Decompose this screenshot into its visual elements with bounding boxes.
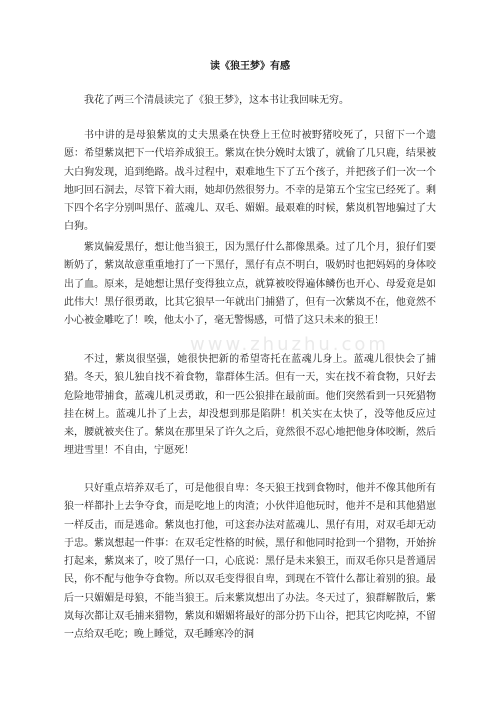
watermark-text: www.zhuzhu.com: [190, 334, 389, 355]
document-title: 读《狼王梦》有感: [210, 61, 290, 72]
paragraph-story-summary: 书中讲的是母狼紫岚的丈夫黑桑在快登上王位时被野猪咬死了，只留下一个遗愿：希望紫岚把下一代培养成狼王。紫岚在快分娩时太饿了，就偷了几只鹿，结果被大白狗发现，追到绝路。战斗过程中，艰难地生下了五个孩子，并把孩子们一次一个地叼回石洞去，尽管下着大雨，她却仍然很努力。不幸的是第五个宝宝已经死了。剩下四个名字分别叫黑仔、蓝魂儿、双毛、媚媚。最艰难的时候，紫岚机智地骗过了大白狗。: [64, 130, 436, 233]
paragraph-shuangmao: 只好重点培养双毛了，可是他很自卑：冬天狼王找到食物时，他并不像其他所有狼一样都扑上去争夺食，而是吃地上的肉渣；小伙伴追他玩时，他并不是和其他猎崽一样反击，而是逃命。紫岚也打他，可这套办法对蓝魂儿、黑仔有用，对双毛却无动于忠。紫岚想起一件事：在双毛定性格的时候，黑仔和他同时抢到一个猎物，开始拚打起来，紫岚来了，咬了黑仔一口，心底说：黑仔是未来狼王，而双毛你只是普通居民，你不配与他争夺食物。所以双毛变得很自卑，到现在不管什么都让着别的狼。最后一只媚媚是母狼，不能当狼王。后来紫岚想出了办法。冬天过了，狼群解散后，紫岚每次都让双毛捕来猎物，紫岚和媚媚将最好的部分扔下山谷，把其它肉吃掉，不留一点给双毛吃；晚上睡觉，双毛睡寒冷的洞: [64, 483, 436, 641]
paragraph-lanhuner: 不过，紫岚很坚强，她很快把新的希望寄托在蓝魂儿身上。蓝魂儿很快会了捕猎。冬天，狼儿独自找不着食物，靠群体生活。但有一天，实在找不着食物，只好去危险地带捕食，蓝魂儿机灵勇敢，和一匹公狼排在最前面。他们突然看到一只死猎物挂在树上。蓝魂儿扑了上去，却没想到那是陷阱！机关实在太快了，没等他反应过来，腰就被夹住了。紫岚在那里呆了许久之后，竟然很不忍心地把他身体咬断，然后埋进雪里！不自由，宁愿死！: [64, 354, 436, 457]
paragraph-intro: 我花了两三个清晨读完了《狼王梦》，这本书让我回味无穷。: [84, 95, 349, 106]
paragraph-heizai: 紫岚偏爱黑仔，想让他当狼王，因为黑仔什么都像黑桑。过了几个月，狼仔们要断奶了，紫岚故意重重地打了一下黑仔，黑仔有点不明白，吸奶时也把妈妈的身体咬出了血。原来，是她想让黑仔变得独立点，就算被咬得遍体鳞伤也开心、母爱竟是如此伟大！黑仔很勇敢，比其它狼早一年就出门捕猎了，但有一次紫岚不在，他竟然不小心被金雕吃了！唉，他太小了，毫无警惕感，可惜了这只未来的狼王！: [64, 242, 436, 327]
